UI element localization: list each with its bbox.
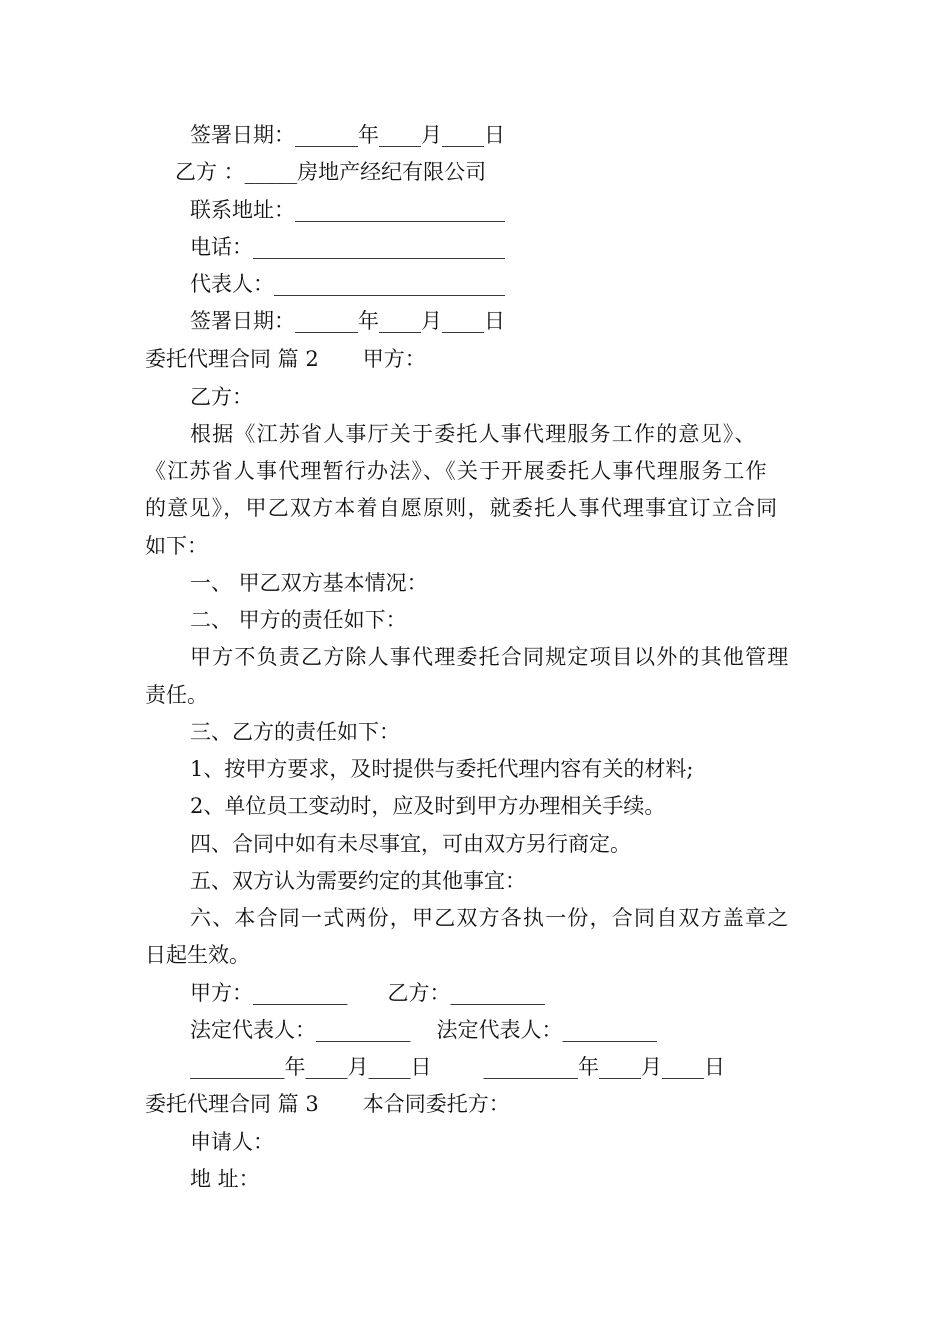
party-b-label: 乙方： — [190, 385, 253, 409]
sign-date-line-2: 签署日期：______年____月____日 — [190, 309, 505, 333]
phone-line: 电话：________________________ — [190, 235, 505, 259]
clause-1: 一、 甲乙双方基本情况： — [190, 571, 428, 595]
clause-2-body-cont: 责任。 — [145, 683, 208, 707]
section-2-title: 委托代理合同 篇 2 — [145, 347, 319, 371]
party-b-date: _________年____月____日 — [483, 1055, 725, 1079]
section-2-heading — [145, 344, 825, 374]
section-3-heading — [145, 1089, 825, 1119]
applicant-label: 申请人： — [190, 1130, 274, 1154]
clause-4: 四、合同中如有未尽事宜，可由双方另行商定。 — [190, 832, 631, 856]
clause-3: 三、乙方的责任如下： — [190, 720, 400, 744]
paragraph-line: 的意见》，甲乙双方本着自愿原则，就委托人事代理事宜订立合同 — [145, 496, 779, 520]
clause-3-item-1: 1、按甲方要求，及时提供与委托代理内容有关的材料; — [190, 757, 694, 781]
signature-parties — [190, 978, 870, 1008]
principal-label: 本合同委托方： — [362, 1092, 510, 1116]
party-a-signature: 甲方：_________ — [190, 981, 348, 1005]
party-b-legal-rep: 法定代表人：_________ — [436, 1018, 657, 1042]
clause-3-item-2: 2、单位员工变动时，应及时到甲方办理相关手续。 — [190, 794, 666, 818]
clause-5: 五、双方认为需要约定的其他事宜： — [190, 869, 526, 893]
clause-6: 六、本合同一式两份，甲乙双方各执一份，合同自双方盖章之 — [190, 906, 790, 930]
signature-dates — [190, 1052, 870, 1082]
address-line: 联系地址：____________________ — [190, 198, 505, 222]
party-a-date: _________年____月____日 — [190, 1055, 432, 1079]
section-3-title: 委托代理合同 篇 3 — [145, 1092, 319, 1116]
party-b-line: 乙方 ：_____房地产经纪有限公司 — [175, 160, 487, 184]
address-label: 地 址： — [190, 1167, 260, 1191]
party-b-signature: 乙方：_________ — [387, 981, 545, 1005]
party-a-legal-rep: 法定代表人：_________ — [190, 1018, 411, 1042]
paragraph-line: 根据《江苏省人事厅关于委托人事代理服务工作的意见》、 — [190, 422, 757, 446]
signature-representatives — [190, 1015, 870, 1045]
paragraph-line: 如下： — [145, 534, 208, 558]
paragraph-line: 《江苏省人事代理暂行办法》、《关于开展委托人事代理服务工作 — [145, 459, 768, 483]
clause-2-body: 甲方不负责乙方除人事代理委托合同规定项目以外的其他管理 — [190, 645, 790, 669]
representative-line: 代表人：______________________ — [190, 272, 505, 296]
clause-2: 二、 甲方的责任如下： — [190, 608, 407, 632]
party-a-label: 甲方： — [362, 347, 426, 371]
clause-6-cont: 日起生效。 — [145, 943, 250, 967]
sign-date-line: 签署日期：______年____月____日 — [190, 123, 505, 147]
